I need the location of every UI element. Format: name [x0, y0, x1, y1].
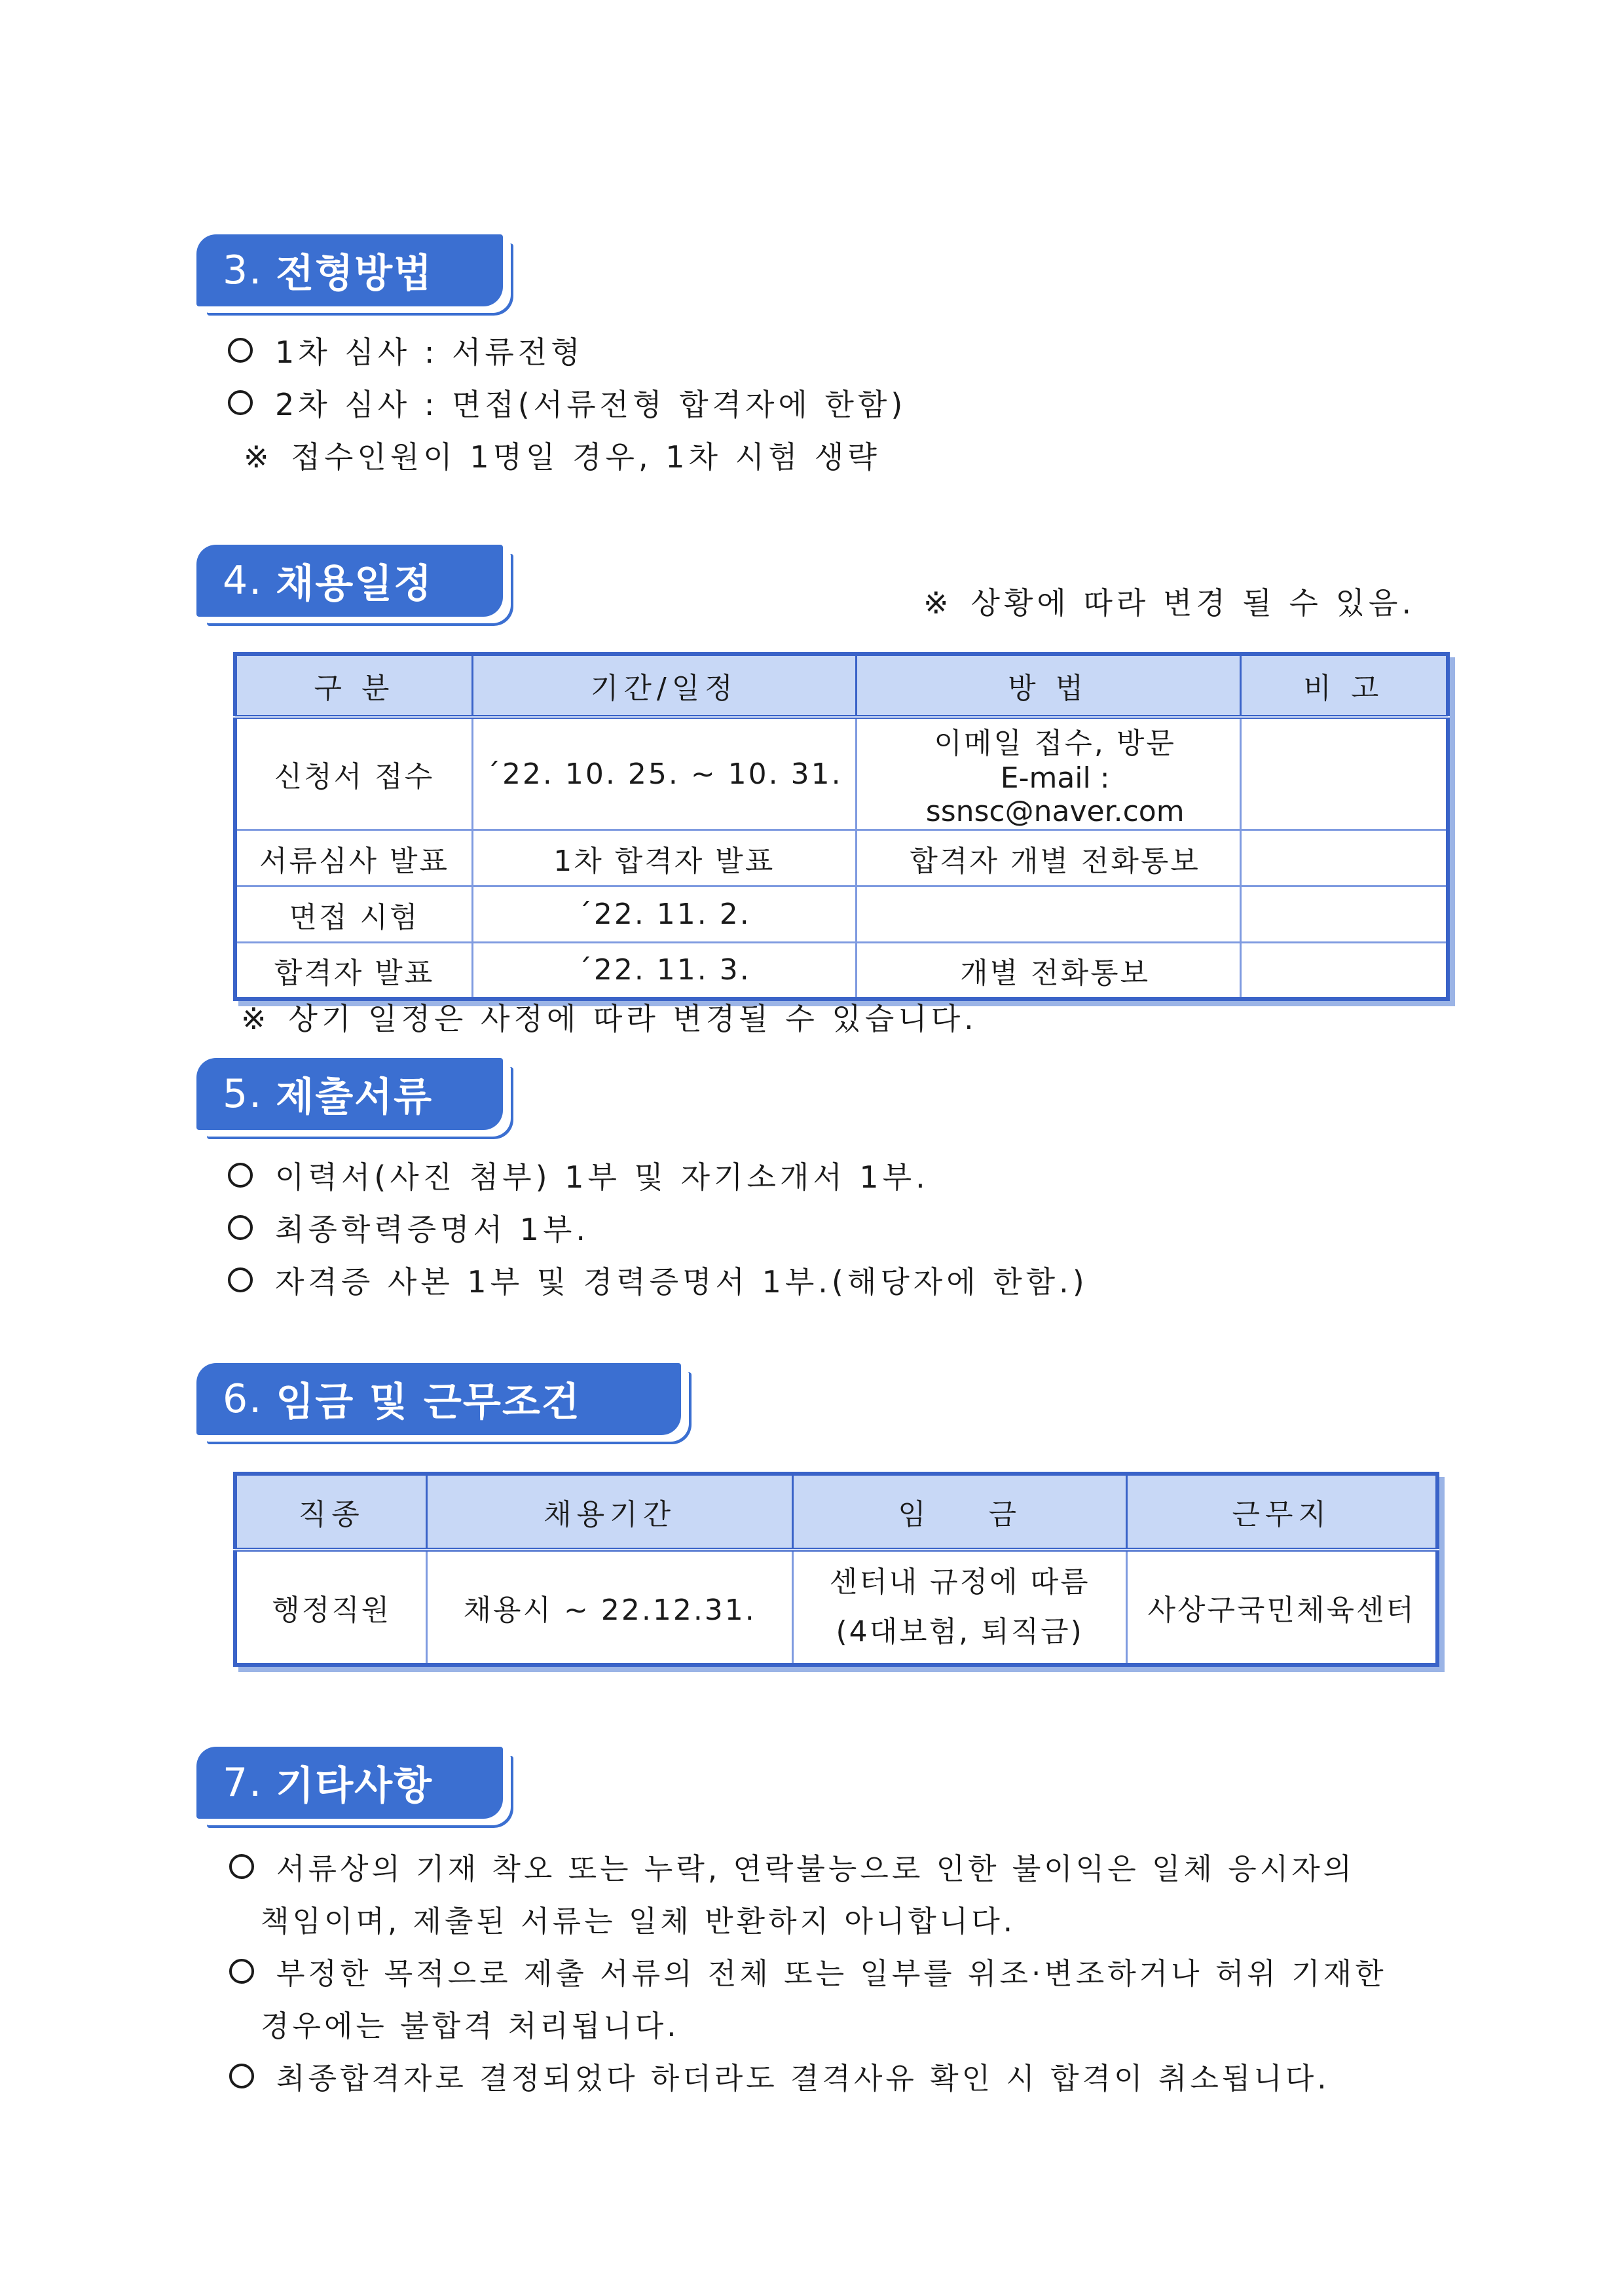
list-item-text: 1차 심사 : 서류전형	[275, 335, 584, 370]
table-cell: 사상구국민체육센터	[1127, 1550, 1437, 1665]
table-cell	[1240, 830, 1448, 886]
note-text: 접수인원이 1명일 경우, 1차 시험 생략	[291, 439, 881, 475]
table-cell: 신청서 접수	[235, 717, 472, 830]
circle-bullet-icon	[229, 2064, 254, 2088]
note-text: 상기 일정은 사정에 따라 변경될 수 있습니다.	[288, 1001, 978, 1036]
section-title: 전형방법	[276, 251, 434, 297]
list-item	[228, 329, 584, 372]
section-number: 7.	[223, 1760, 263, 1806]
note-text: 상황에 따라 변경 될 수 있음.	[970, 585, 1416, 621]
table-cell: 합격자 개별 전화통보	[856, 830, 1240, 886]
table-cell: 행정직원	[235, 1550, 427, 1665]
section-title: 채용일정	[276, 561, 434, 607]
list-item-text: 서류상의 기재 착오 또는 누락, 연락불능으로 인한 불이익은 일체 응시자의	[276, 1851, 1356, 1886]
conditions-table	[233, 1472, 1439, 1667]
note	[244, 433, 881, 477]
list-item	[229, 2054, 1330, 2097]
table-row	[235, 830, 1448, 886]
table-cell: 1차 합격자 발표	[472, 830, 856, 886]
wage-line: (4대보험, 퇴직금)	[836, 1615, 1084, 1649]
section-6-heading	[196, 1363, 681, 1435]
table-cell: 개별 전화통보	[856, 943, 1240, 999]
table-cell	[1240, 943, 1448, 999]
table-cell: 채용시 ~ 22.12.31.	[427, 1550, 793, 1665]
section-number: 4.	[223, 558, 263, 604]
table-cell: 면접 시험	[235, 886, 472, 943]
list-item	[228, 1154, 929, 1197]
section-3-heading	[196, 234, 503, 306]
list-item	[229, 1845, 1355, 1887]
circle-bullet-icon	[228, 390, 253, 415]
wage-line: 센터내 규정에 따름	[829, 1565, 1090, 1599]
schedule-top-note	[923, 579, 1415, 623]
list-item	[228, 1258, 1088, 1302]
list-item-text: 2차 심사 : 면접(서류전형 합격자에 한함)	[275, 387, 907, 422]
table-cell: ´22. 11. 3.	[472, 943, 856, 999]
table-row	[235, 717, 1448, 830]
section-4-heading	[196, 545, 503, 617]
circle-bullet-icon	[229, 1854, 254, 1879]
reference-mark: ※	[244, 439, 273, 475]
section-number: 5.	[223, 1071, 263, 1117]
table-row	[235, 943, 1448, 999]
circle-bullet-icon	[228, 338, 253, 363]
table-row	[235, 1550, 1437, 1665]
table-cell	[1240, 886, 1448, 943]
column-header: 근무지	[1127, 1474, 1437, 1550]
table-cell	[856, 886, 1240, 943]
table-row	[235, 886, 1448, 943]
table-cell	[1240, 717, 1448, 830]
table-header-row	[235, 654, 1448, 717]
section-title: 임금 및 근무조건	[276, 1379, 581, 1425]
method-line: 이메일 접수, 방문	[934, 727, 1176, 760]
circle-bullet-icon	[228, 1267, 253, 1292]
list-item-text: 최종학력증명서 1부.	[275, 1212, 589, 1247]
section-number: 6.	[223, 1376, 263, 1422]
section-title: 기타사항	[276, 1763, 434, 1809]
column-header: 채용기간	[427, 1474, 793, 1550]
section-number: 3.	[223, 247, 263, 293]
column-header: 구 분	[235, 654, 472, 717]
section-7-heading	[196, 1747, 503, 1819]
column-header: 직종	[235, 1474, 427, 1550]
section-5-heading	[196, 1058, 503, 1130]
reference-mark: ※	[923, 585, 953, 621]
table-cell	[792, 1550, 1127, 1665]
schedule-table	[233, 652, 1450, 1001]
schedule-bottom-note	[241, 995, 978, 1038]
list-item-text: 최종합격자로 결정되었다 하더라도 결격사유 확인 시 합격이 취소됩니다.	[276, 2061, 1330, 2096]
circle-bullet-icon	[229, 1959, 254, 1984]
table-cell: 합격자 발표	[235, 943, 472, 999]
list-item	[228, 381, 906, 424]
list-item	[228, 1206, 589, 1249]
reference-mark: ※	[241, 1001, 270, 1036]
list-item-continuation: 책임이며, 제출된 서류는 일체 반환하지 아니합니다.	[261, 1904, 1016, 1939]
list-item-text: 부정한 목적으로 제출 서류의 전체 또는 일부를 위조·변조하거나 허위 기재한	[276, 1956, 1387, 1991]
list-item-text: 이력서(사진 첨부) 1부 및 자기소개서 1부.	[275, 1159, 929, 1195]
column-header: 방 법	[856, 654, 1240, 717]
column-header: 기간/일정	[472, 654, 856, 717]
table-header-row	[235, 1474, 1437, 1550]
circle-bullet-icon	[228, 1215, 253, 1240]
table-cell: 서류심사 발표	[235, 830, 472, 886]
list-item	[229, 1950, 1387, 1992]
list-item-text: 자격증 사본 1부 및 경력증명서 1부.(해당자에 한함.)	[275, 1264, 1088, 1300]
circle-bullet-icon	[228, 1163, 253, 1188]
email-address: E-mail : ssnsc@naver.com	[925, 761, 1185, 828]
table-cell: ´22. 10. 25. ~ 10. 31.	[472, 717, 856, 830]
section-title: 제출서류	[276, 1074, 434, 1120]
table-cell: ´22. 11. 2.	[472, 886, 856, 943]
table-cell	[856, 717, 1240, 830]
column-header: 비 고	[1240, 654, 1448, 717]
list-item-continuation: 경우에는 불합격 처리됩니다.	[261, 2009, 680, 2043]
column-header: 임 금	[792, 1474, 1127, 1550]
